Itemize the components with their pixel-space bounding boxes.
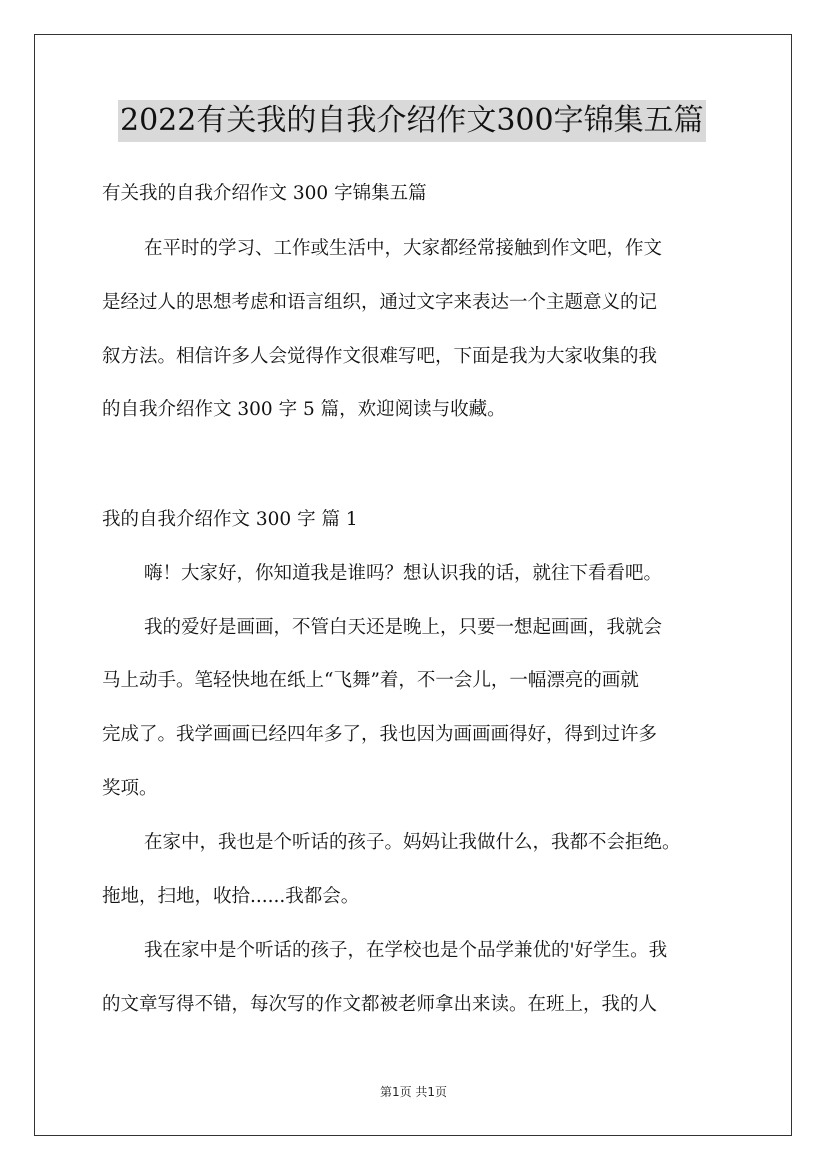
intro-line-1: 在平时的学习、工作或生活中，大家都经常接触到作文吧，作文 [144, 238, 663, 259]
section-heading: 我的自我介绍作文 300 字 篇 1 [102, 509, 358, 530]
body-line-1: 嗨！大家好，你知道我是谁吗？想认识我的话，就往下看看吧。 [144, 563, 663, 584]
document-subtitle: 有关我的自我介绍作文 300 字锦集五篇 [102, 183, 427, 204]
body-line-9: 的文章写得不错，每次写的作文都被老师拿出来读。在班上，我的人 [102, 994, 658, 1015]
body-line-6: 在家中，我也是个听话的孩子。妈妈让我做什么，我都不会拒绝。 [144, 832, 681, 853]
body-line-3: 马上动手。笔轻快地在纸上“飞舞”着，不一会儿，一幅漂亮的画就 [102, 670, 639, 691]
body-line-8: 我在家中是个听话的孩子，在学校也是个品学兼优的'好学生。我 [144, 940, 668, 961]
intro-line-3: 叙方法。相信许多人会觉得作文很难写吧，下面是我为大家收集的我 [102, 346, 658, 367]
document-title: 2022有关我的自我介绍作文300字锦集五篇 [118, 100, 706, 142]
body-line-4: 完成了。我学画画已经四年多了，我也因为画画画得好，得到过许多 [102, 724, 658, 745]
intro-line-2: 是经过人的思想考虑和语言组织，通过文字来表达一个主题意义的记 [102, 292, 658, 313]
intro-line-4: 的自我介绍作文 300 字 5 篇，欢迎阅读与收藏。 [102, 399, 506, 420]
page-number: 第1页 共1页 [379, 1085, 448, 1099]
body-line-7: 拖地，扫地，收拾......我都会。 [102, 886, 360, 907]
body-line-5: 奖项。 [102, 778, 158, 799]
body-line-2: 我的爱好是画画，不管白天还是晚上，只要一想起画画，我就会 [144, 617, 663, 638]
